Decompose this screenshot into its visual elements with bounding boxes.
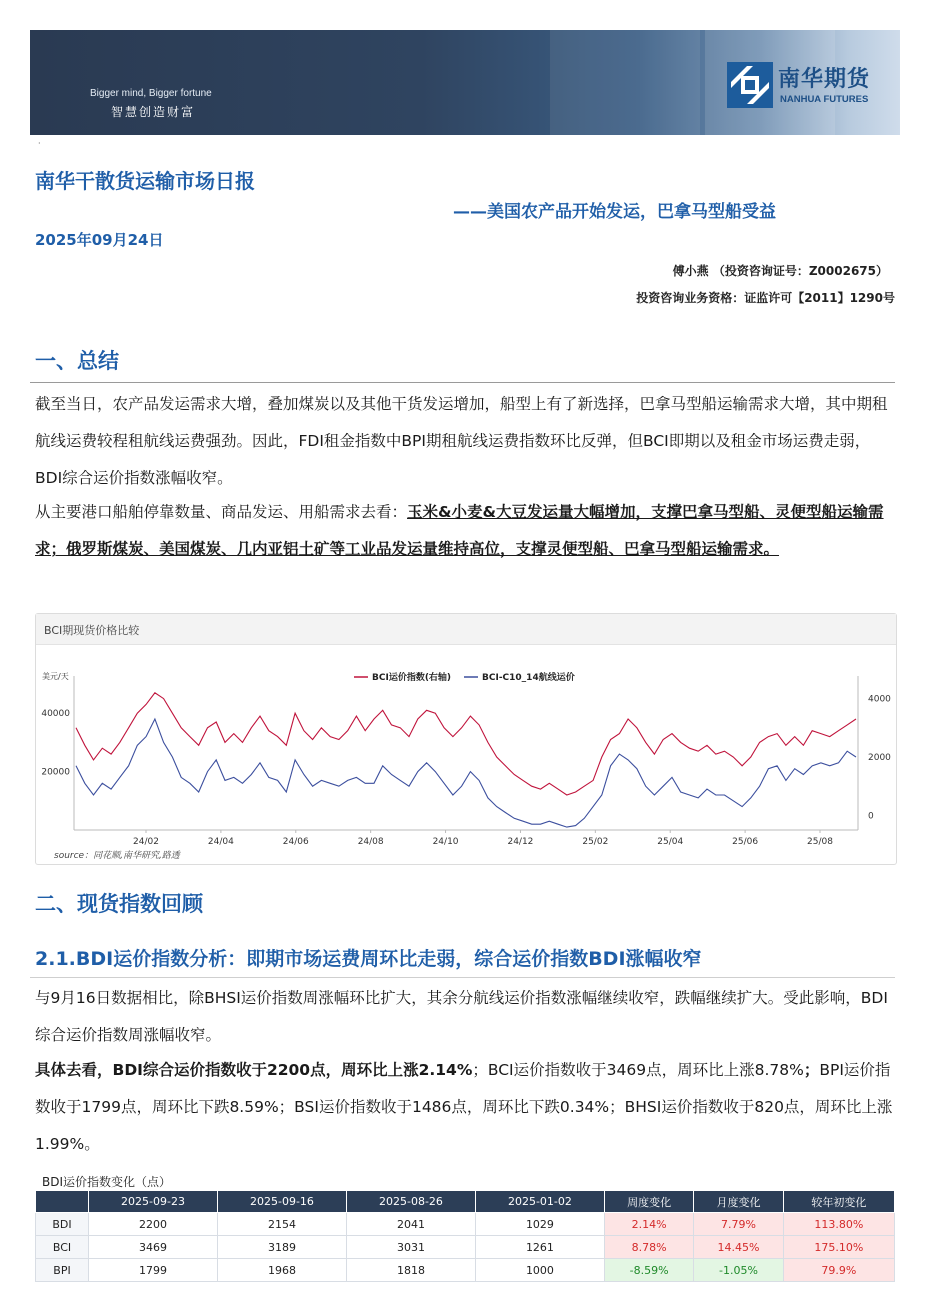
review-other-indices: BPI运价指数收于1799点，周环比下跌8.59%；BSI运价指数收于1486点，周环比下跌0.34%；BHSI运价指数收于820点，周环比上涨1.99%。 (35, 1061, 893, 1153)
logo-text-cn: 南华期货 (778, 67, 871, 92)
x-tick-label: 24/08 (357, 837, 384, 847)
table-cell: 1261 (475, 1236, 604, 1259)
slogan-en: Bigger mind, Bigger fortune (90, 88, 212, 99)
review-bci-close: ；BCI运价指数收于3469点，周环比上涨8.78% (472, 1061, 804, 1079)
x-tick-label: 24/12 (507, 837, 534, 847)
monthly-change: -1.05% (694, 1259, 783, 1282)
x-tick-label: 24/10 (432, 837, 459, 847)
table-header: 2025-09-16 (217, 1191, 346, 1213)
monthly-change: 7.79% (694, 1213, 783, 1236)
left-axis-unit: 美元/天 (42, 672, 69, 681)
review-bdi-close: 具体去看，BDI综合运价指数收于2200点，周环比上涨2.14% (35, 1061, 473, 1079)
report-subtitle: ——美国农产品开始发运，巴拿马型船受益 (453, 202, 776, 222)
table-cell: 2154 (217, 1213, 346, 1236)
chart-panel-title: BCI期现货价格比较 (44, 624, 140, 637)
table-cell: 1799 (89, 1259, 218, 1282)
section-heading-review: 二、现货指数回顾 (35, 892, 203, 916)
x-tick-label: 25/04 (657, 837, 684, 847)
right-tick-label: 4000 (868, 694, 891, 705)
nanhua-logo-icon (727, 62, 773, 108)
table-cell: 1029 (475, 1213, 604, 1236)
row-name: BPI (36, 1259, 89, 1282)
bci-chart-panel (35, 613, 897, 865)
table-header: 2025-09-23 (89, 1191, 218, 1213)
table-title: BDI运价指数变化（点） (42, 1175, 172, 1189)
x-tick-label: 25/06 (732, 837, 759, 847)
author-info: 傅小燕 （投资咨询证号：Z0002675） (672, 264, 888, 278)
weekly-change: 2.14% (604, 1213, 693, 1236)
table-header (36, 1191, 89, 1213)
dot-mark: · (38, 139, 41, 148)
right-tick-label: 2000 (868, 753, 891, 763)
row-name: BDI (36, 1213, 89, 1236)
row-name: BCI (36, 1236, 89, 1259)
table-header: 周度变化 (604, 1191, 693, 1213)
right-tick-label: 0 (868, 811, 874, 822)
chart-source: source：同花顺,南华研究,路透 (54, 851, 180, 861)
slogan-cn: 智慧创造财富 (111, 105, 196, 119)
summary-paragraph-2 (35, 494, 895, 568)
table-header-row (36, 1191, 895, 1213)
table-cell: 3469 (89, 1236, 218, 1259)
summary-lead: 从主要港口船舶停靠数量、商品发运、用船需求去看： (35, 503, 408, 521)
x-tick-label: 24/06 (282, 837, 309, 847)
x-tick-label: 24/04 (207, 837, 234, 847)
legend-label-c10-route: BCI-C10_14航线运价 (482, 673, 575, 683)
table-cell: 1000 (475, 1259, 604, 1282)
table-row (36, 1213, 895, 1236)
table-cell: 2041 (346, 1213, 475, 1236)
section-heading-summary: 一、总结 (35, 349, 119, 373)
table-header: 2025-08-26 (346, 1191, 475, 1213)
license-info: 投资咨询业务资格：证监许可【2011】1290号 (636, 291, 895, 305)
review-paragraph-2 (35, 1052, 895, 1163)
bci-line-chart (36, 644, 896, 864)
table-cell: 2200 (89, 1213, 218, 1236)
monthly-change: 14.45% (694, 1236, 783, 1259)
x-tick-label: 25/08 (807, 837, 833, 847)
table-row (36, 1236, 895, 1259)
subsection-heading-bdi: 2.1.BDI运价指数分析：即期市场运费周环比走弱，综合运价指数BDI涨幅收窄 (35, 948, 702, 970)
report-date: 2025年09月24日 (35, 231, 164, 249)
table-cell: 3031 (346, 1236, 475, 1259)
subsection-divider (30, 977, 895, 978)
ytd-change: 175.10% (783, 1236, 894, 1259)
report-title: 南华干散货运输市场日报 (35, 169, 255, 193)
ytd-change: 79.9% (783, 1259, 894, 1282)
ytd-change: 113.80% (783, 1213, 894, 1236)
table-cell: 1968 (217, 1259, 346, 1282)
left-tick-label: 20000 (41, 767, 70, 778)
table-header: 月度变化 (694, 1191, 783, 1213)
legend-label-bci-index: BCI运价指数(右轴) (372, 673, 452, 683)
chart-panel-header (36, 614, 896, 645)
section-divider (30, 382, 895, 383)
bdi-index-table (35, 1190, 895, 1282)
series-line-c10-route (76, 719, 856, 827)
summary-paragraph-1: 截至当日，农产品发运需求大增，叠加煤炭以及其他干货发运增加，船型上有了新选择，巴拿马型船运输需求大增，其中期租航线运费较程租航线运费强劲。因此，FDI租金指数中BPI期租航线运费指数环比反弹，但BCI即期以及租金市场运费走弱，BDI综合运价指数涨幅收窄。 (35, 395, 888, 487)
x-tick-label: 24/02 (133, 837, 159, 847)
table-cell: 3189 (217, 1236, 346, 1259)
table-cell: 1818 (346, 1259, 475, 1282)
summary-emphasis: 玉米&小麦&大豆发运量大幅增加，支撑巴拿马型船、灵便型船运输需求；俄罗斯煤炭、美国煤炭、几内亚铝土矿等工业品发运量维持高位，支撑灵便型船、巴拿马型船运输需求。 (35, 503, 884, 558)
logo-text-en: NANHUA FUTURES (780, 94, 869, 105)
table-header: 较年初变化 (783, 1191, 894, 1213)
weekly-change: 8.78% (604, 1236, 693, 1259)
table-header: 2025-01-02 (475, 1191, 604, 1213)
review-semicolon: ； (803, 1061, 820, 1079)
table-row (36, 1259, 895, 1282)
review-paragraph-1: 与9月16日数据相比，除BHSI运价指数周涨幅环比扩大，其余分航线运价指数涨幅继续收窄，跌幅继续扩大。受此影响，BDI综合运价指数周涨幅收窄。 (35, 989, 888, 1044)
weekly-change: -8.59% (604, 1259, 693, 1282)
x-tick-label: 25/02 (582, 837, 609, 847)
left-tick-label: 40000 (41, 709, 70, 720)
